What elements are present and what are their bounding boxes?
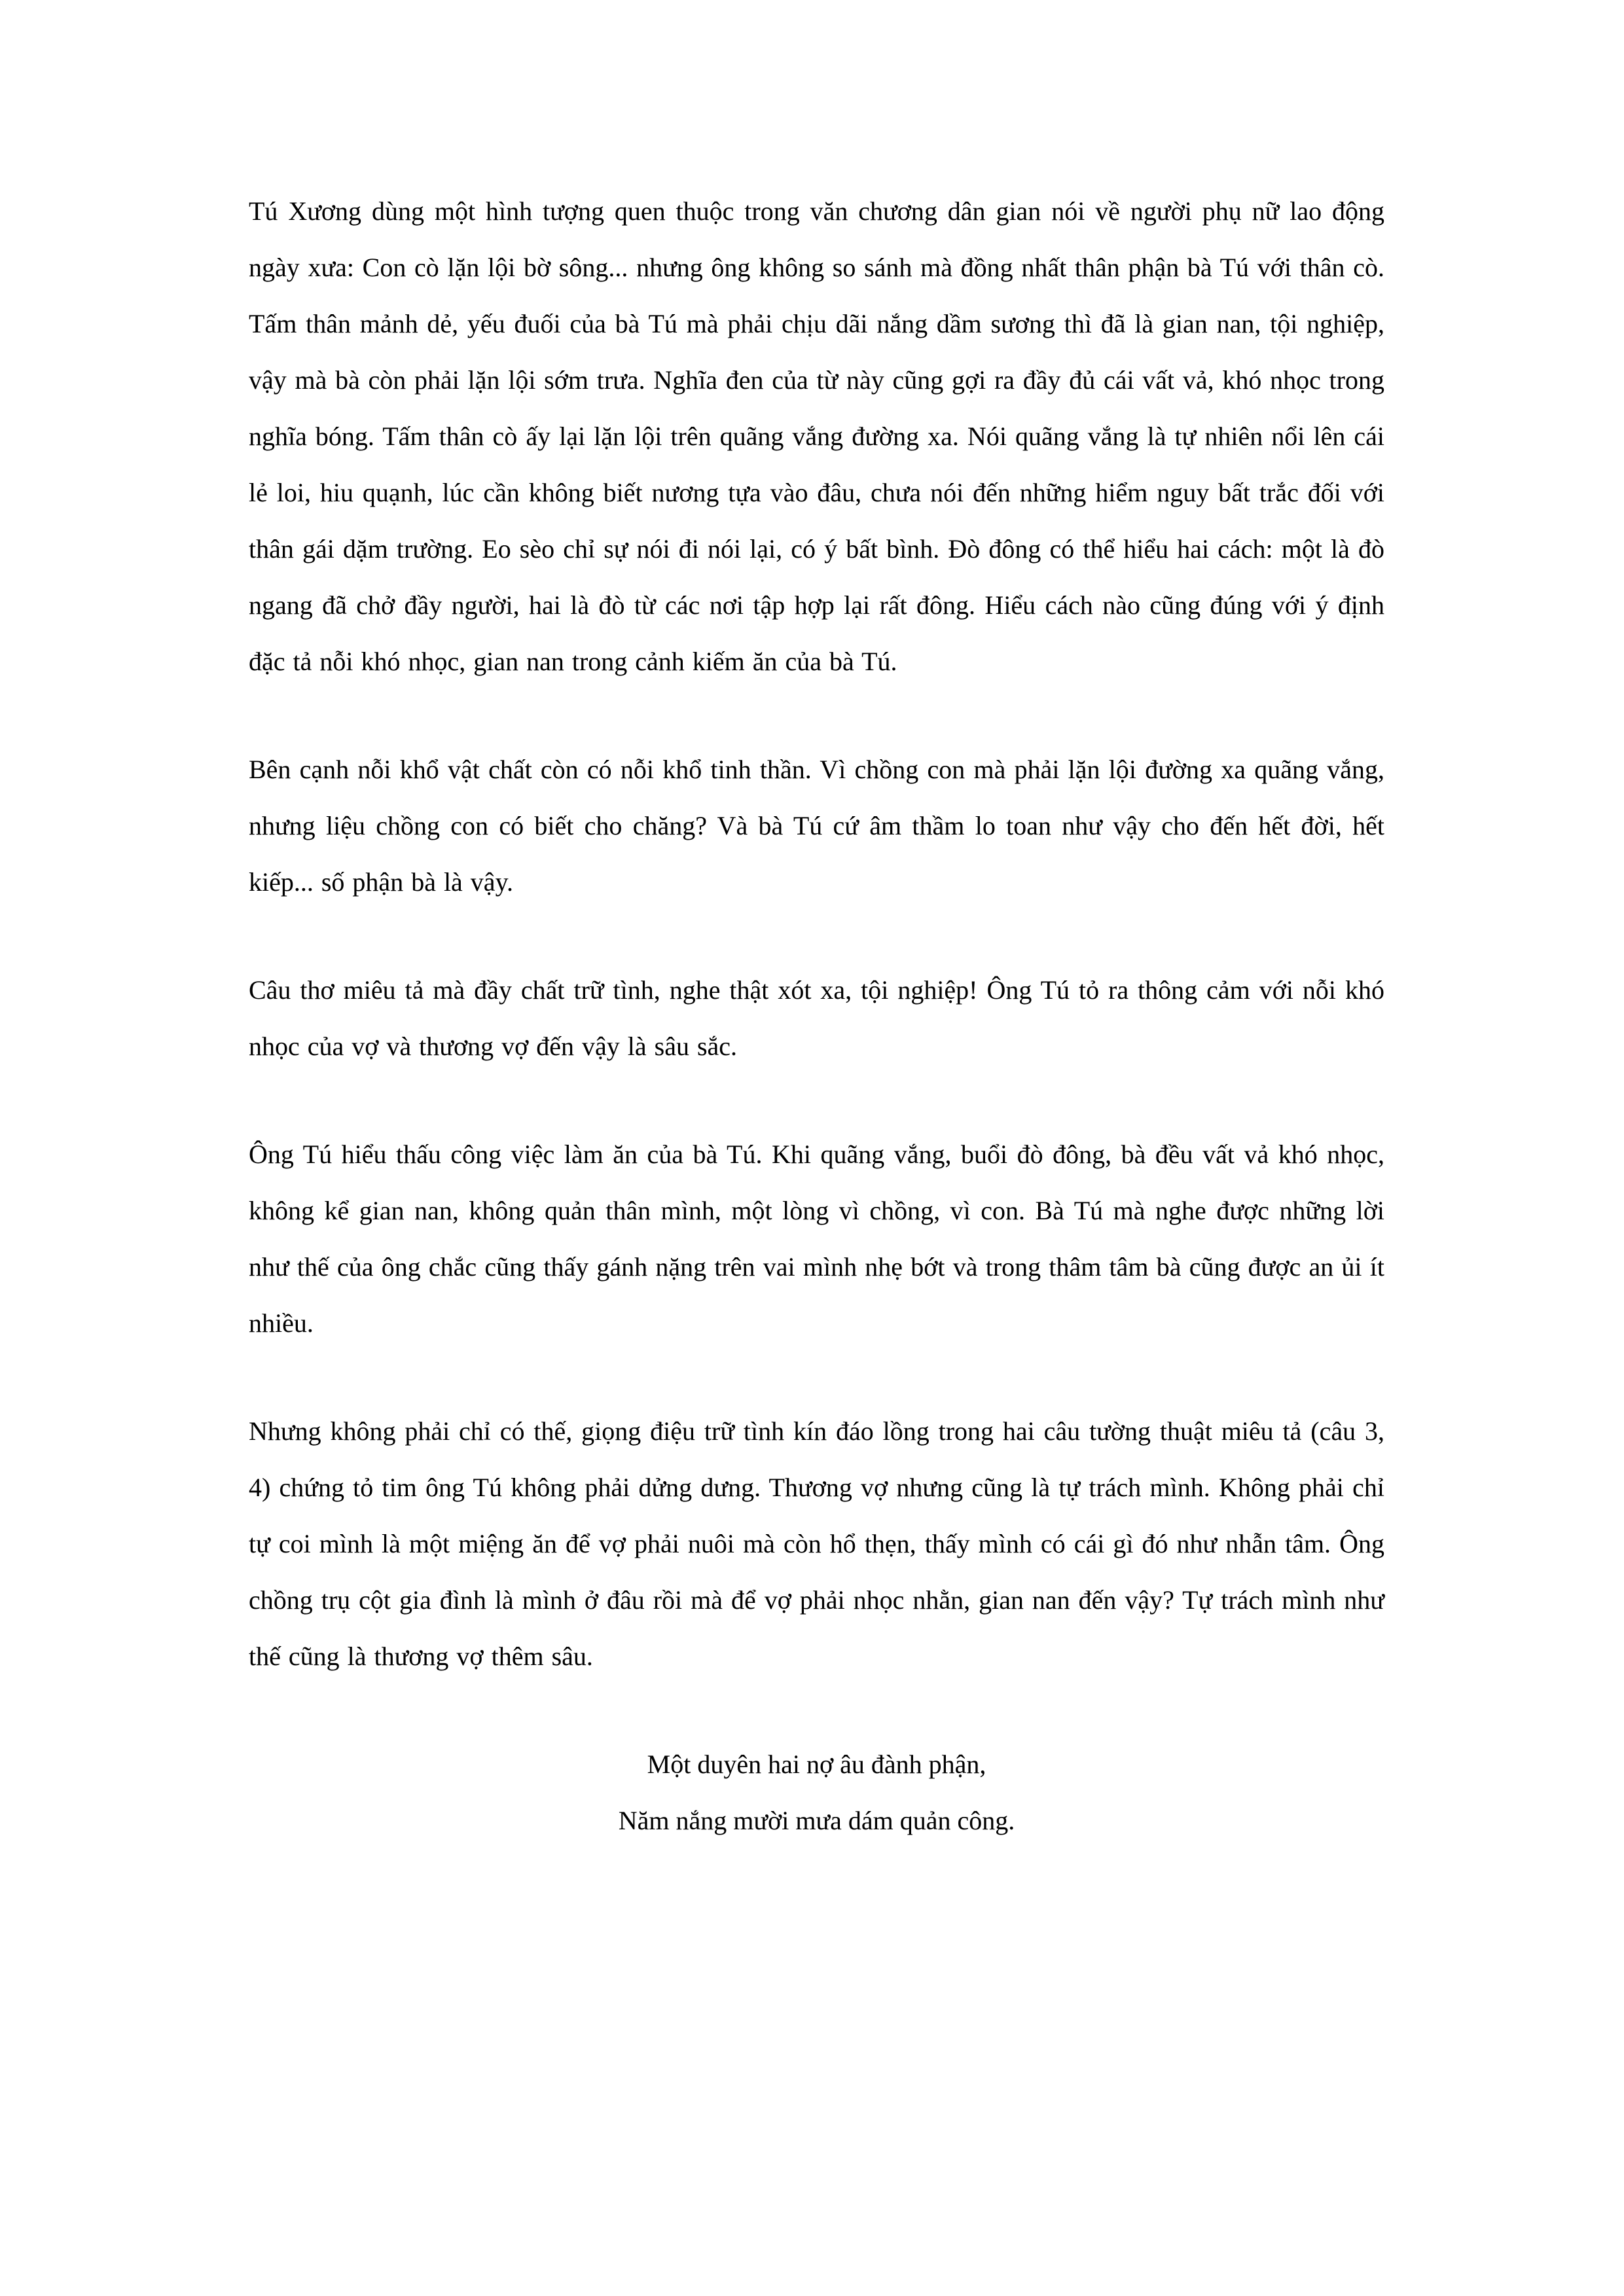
paragraph: Bên cạnh nỗi khổ vật chất còn có nỗi khổ tinh thần. Vì chồng con mà phải lặn lội đường xa quãng vắng, nhưng liệu chồng con có biết cho chăng? Và bà Tú cứ âm thầm lo toan như vậy cho đến hết đời, hết kiếp... số phận bà là vậy. [249,755,1384,897]
paragraph: Nhưng không phải chỉ có thế, giọng điệu trữ tình kín đáo lồng trong hai câu tường thuật miêu tả (câu 3, 4) chứng tỏ tim ông Tú không phải dửng dưng. Thương vợ nhưng cũng là tự trách mình. Không phải chỉ tự coi mình là một miệng ăn để vợ phải nuôi mà còn hổ thẹn, thấy mình có cái gì đó như nhẫn tâm. Ông chồng trụ cột gia đình là mình ở đâu rồi mà để vợ phải nhọc nhằn, gian nan đến vậy? Tự trách mình như thế cũng là thương vợ thêm sâu. [249,1416,1384,1671]
paragraph: Câu thơ miêu tả mà đầy chất trữ tình, nghe thật xót xa, tội nghiệp! Ông Tú tỏ ra thông cảm với nỗi khó nhọc của vợ và thương vợ đến vậy là sâu sắc. [249,975,1384,1061]
paragraph: Ông Tú hiểu thấu công việc làm ăn của bà Tú. Khi quãng vắng, buổi đò đông, bà đều vất vả khó nhọc, không kể gian nan, không quản thân mình, một lòng vì chồng, vì con. Bà Tú mà nghe được những lời như thế của ông chắc cũng thấy gánh nặng trên vai mình nhẹ bớt và trong thâm tâm bà cũng được an ủi ít nhiều. [249,1139,1384,1338]
document-body [249,183,1384,1849]
poem-line: Một duyên hai nợ âu đành phận, [647,1749,986,1779]
poem-quote [249,1736,1384,1849]
paragraph: Tú Xương dùng một hình tượng quen thuộc trong văn chương dân gian nói về người phụ nữ lao động ngày xưa: Con cò lặn lội bờ sông... nhưng ông không so sánh mà đồng nhất thân phận bà Tú với thân cò. Tấm thân mảnh dẻ, yếu đuối của bà Tú mà phải chịu dãi nắng dầm sương thì đã là gian nan, tội nghiệp, vậy mà bà còn phải lặn lội sớm trưa. Nghĩa đen của từ này cũng gợi ra đầy đủ cái vất vả, khó nhọc trong nghĩa bóng. Tấm thân cò ấy lại lặn lội trên quãng vắng đường xa. Nói quãng vắng là tự nhiên nổi lên cái lẻ loi, hiu quạnh, lúc cần không biết nương tựa vào đâu, chưa nói đến những hiểm nguy bất trắc đối với thân gái dặm trường. Eo sèo chỉ sự nói đi nói lại, có ý bất bình. Đò đông có thể hiểu hai cách: một là đò ngang đã chở đầy người, hai là đò từ các nơi tập hợp lại rất đông. Hiểu cách nào cũng đúng với ý định đặc tả nỗi khó nhọc, gian nan trong cảnh kiếm ăn của bà Tú. [249,196,1384,676]
poem-line: Năm nắng mười mưa dám quản công. [618,1806,1015,1835]
